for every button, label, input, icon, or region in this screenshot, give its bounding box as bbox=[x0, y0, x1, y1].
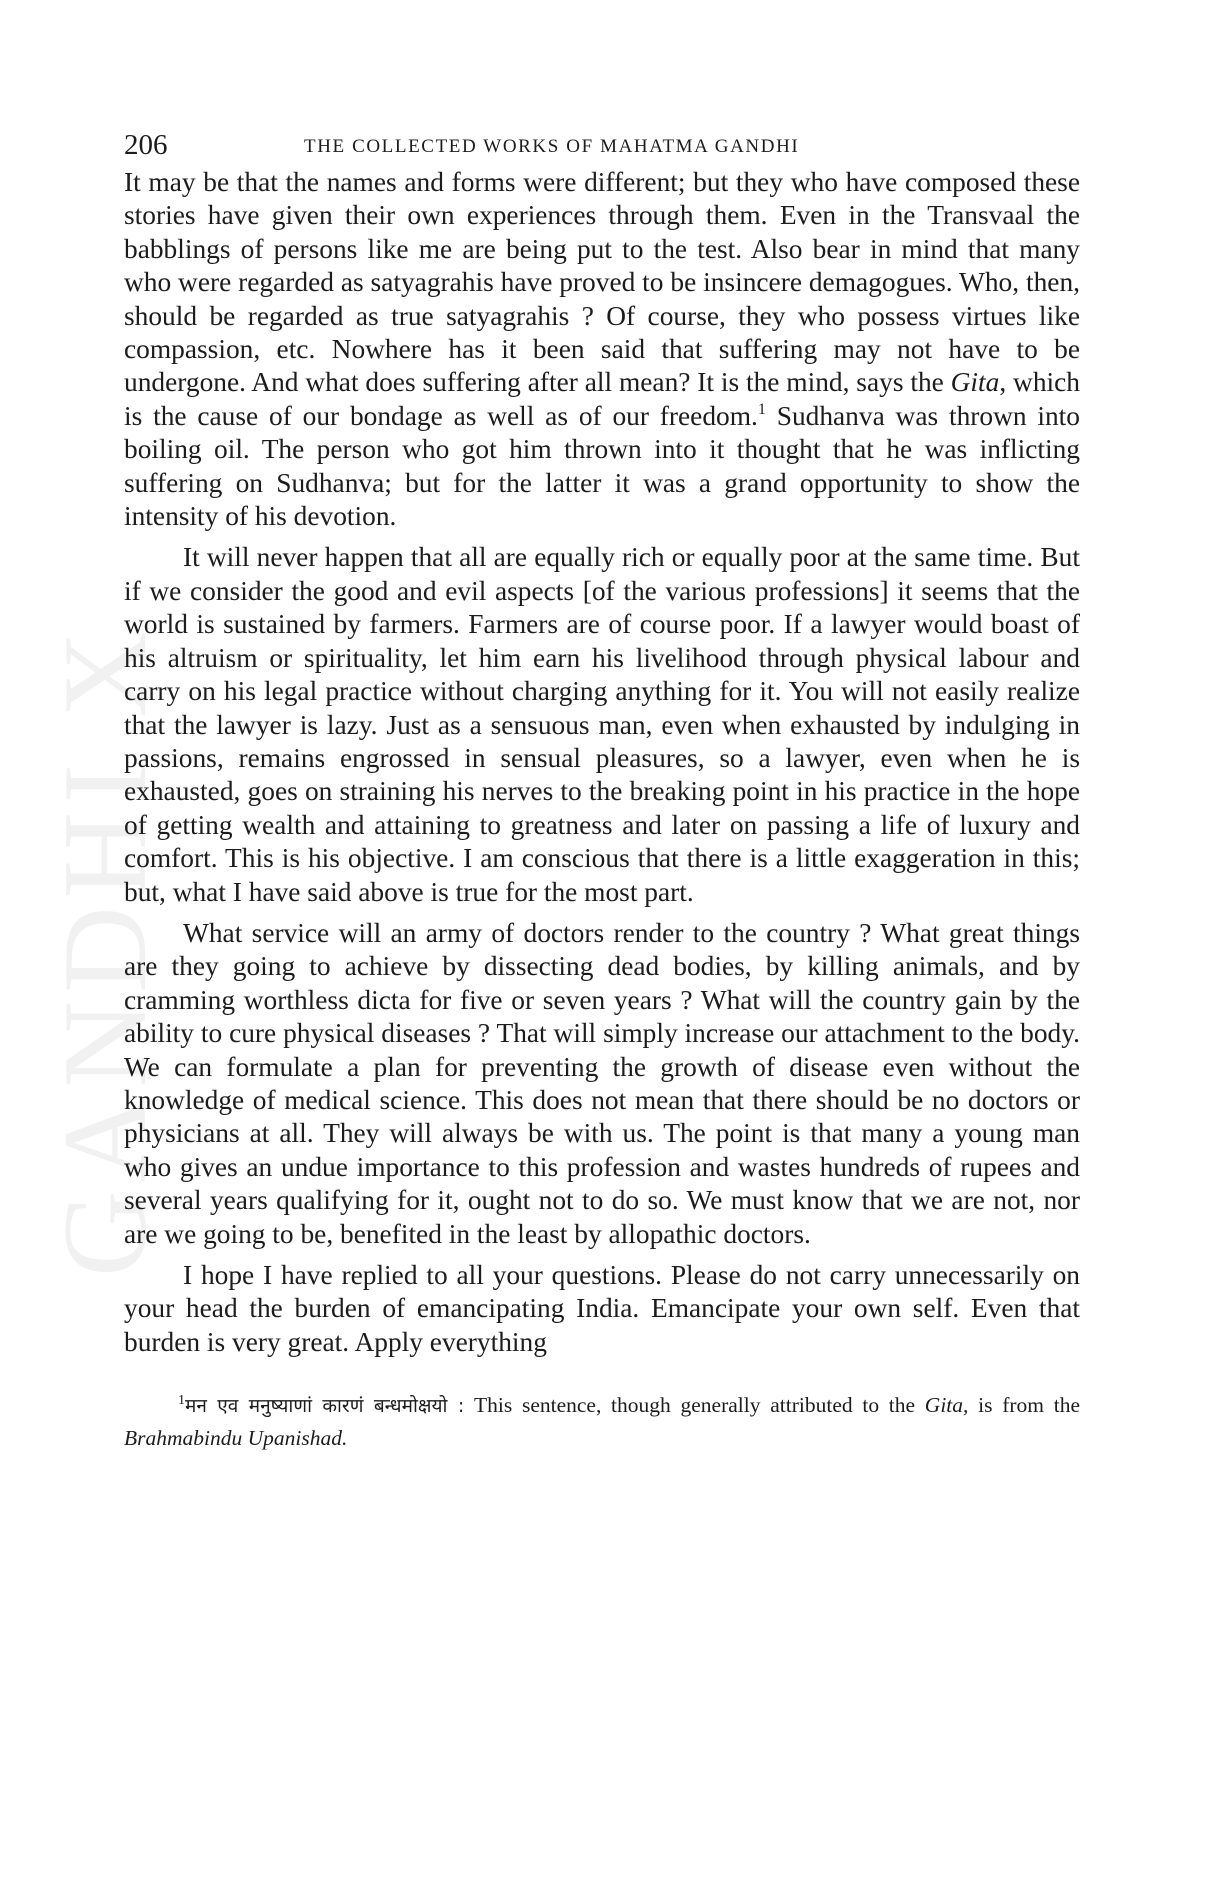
body-text bbox=[124, 166, 1080, 1359]
footnote-text-b: is from the bbox=[968, 1393, 1080, 1418]
watermark: GANDHI X bbox=[38, 623, 171, 1277]
footnote-reference[interactable]: 1 bbox=[757, 400, 766, 418]
paragraph-4: I hope I have replied to all your questions. Please do not carry unnecessarily on your head the burden of emancipating India. Emancipate your own self. Even that burden is very great. Apply everything bbox=[124, 1260, 1080, 1357]
footnote-mark: 1 bbox=[178, 1393, 185, 1409]
page bbox=[124, 128, 1080, 1454]
paragraph-1-text-c: Sudhanva was thrown into boiling oil. The person who got him thrown into it thought that he was inflicting suffering on Sudhanva; but for the latter it was a grand opportunity to show the intensity of his devotion. bbox=[124, 400, 1080, 532]
page-number: 206 bbox=[124, 129, 168, 161]
footnote-sanskrit: मन एव मनुष्याणां कारणं बन्धमोक्षयो : bbox=[185, 1395, 465, 1418]
paragraph-3: What service will an army of doctors render to the country ? What great things are they going to achieve by dissecting dead bodies, by killing animals, and by cramming worthless dicta for five or seven years ? What will the country gain by the ability to cure physical diseases ? That will simply increase our attachment to the body. We can formulate a plan for preventing the growth of disease even without the knowledge of medical science. This does not mean that there should be no doctors or physicians at all. They will always be with us. The point is that many a young man who gives an undue importance to this profession and wastes hundreds of rupees and several years qualifying for it, ought not to do so. We must know that we are not, nor are we going to be, benefited in the least by allopathic doctors. bbox=[124, 917, 1080, 1249]
footnote-text-a: This sentence, though generally attributed to the bbox=[464, 1393, 925, 1418]
book-title: THE COLLECTED WORKS OF MAHATMA GANDHI bbox=[304, 136, 800, 157]
paragraph-1-text-a: It may be that the names and forms were different; but they who have composed these stories have given their own experiences through them. Even in the Transvaal the babblings of persons like me are being put to the test. Also bear in mind that many who were regarded as satyagrahis have proved to be insincere demagogues. Who, then, should be regarded as true satyagrahis ? Of course, they who possess virtues like compassion, etc. Nowhere has it been said that suffering may not have to be undergone. And what does suffering after all mean? It is the mind, says the bbox=[124, 167, 1080, 398]
footnote-source: Brahmabindu Upanishad. bbox=[124, 1426, 348, 1451]
running-head bbox=[124, 128, 1080, 166]
gita-title: Gita bbox=[950, 367, 1000, 398]
paragraph-1 bbox=[124, 166, 1080, 533]
paragraph-2: It will never happen that all are equally rich or equally poor at the same time. But if we consider the good and evil aspects [of the various professions] it seems that the world is sustained by farmers. Farmers are of course poor. If a lawyer would boast of his altruism or spirituality, let him earn his livelihood through physical labour and carry on his legal practice without charging anything for it. You will not easily realize that the lawyer is lazy. Just as a sensuous man, even when exhausted by indulging in passions, remains engrossed in sensual pleasures, so a lawyer, even when he is exhausted, goes on straining his nerves to the breaking point in his practice in the hope of getting wealth and attaining to greatness and later on passing a life of luxury and comfort. This is his objective. I am conscious that there is a little exaggeration in this; but, what I have said above is true for the most part. bbox=[124, 542, 1080, 907]
footnote-gita: Gita, bbox=[924, 1393, 969, 1418]
paragraph-1-text-b: , which is the cause of our bondage as well as of our freedom. bbox=[124, 367, 1080, 431]
footnote bbox=[124, 1389, 1080, 1454]
